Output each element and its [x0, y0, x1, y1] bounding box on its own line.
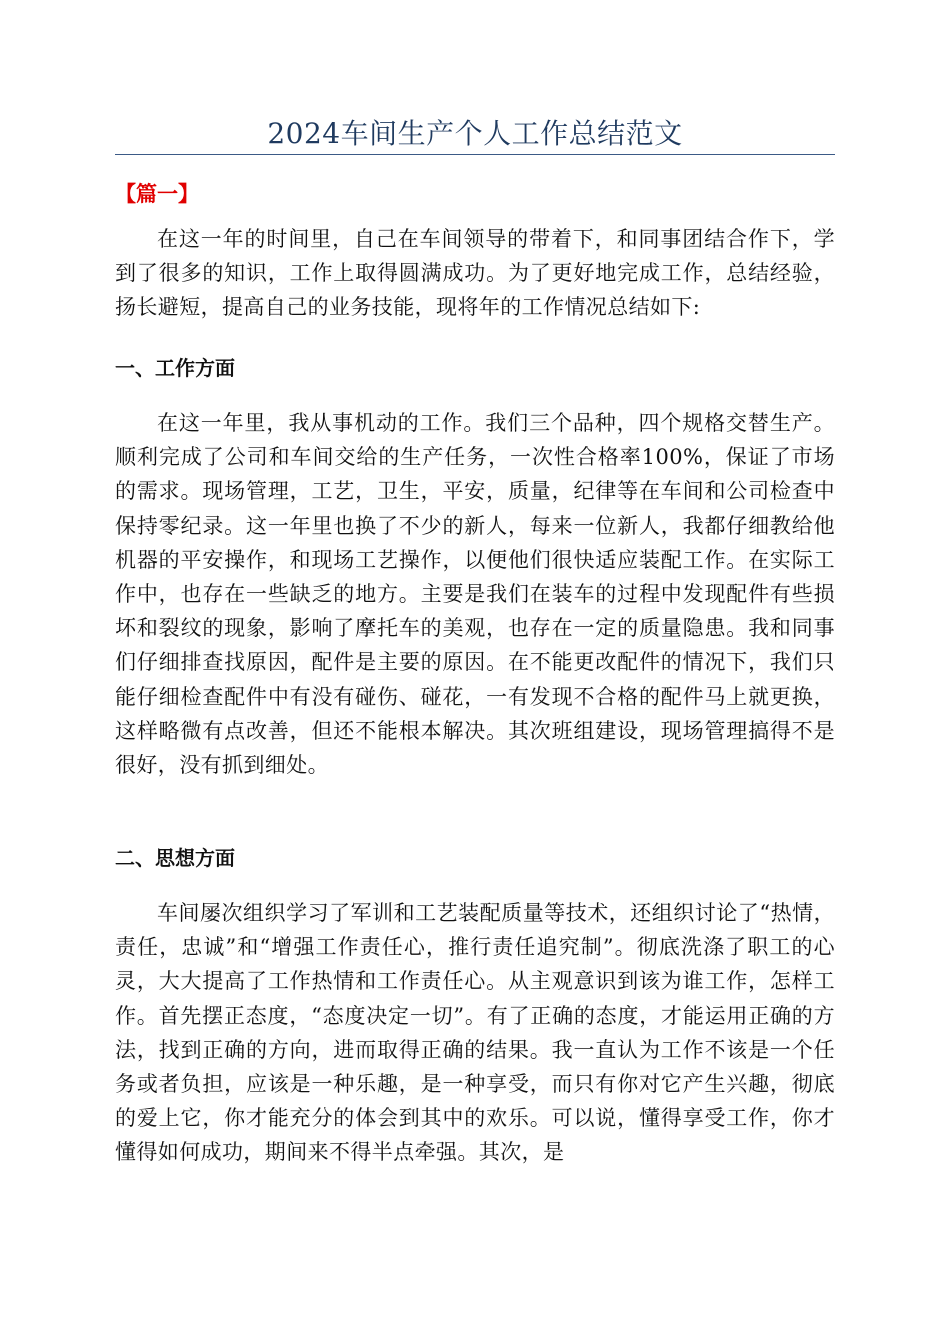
document-title: 2024车间生产个人工作总结范文 [267, 117, 683, 150]
section-heading-work: 一、工作方面 [115, 356, 235, 380]
section-paragraph-thought: 车间屡次组织学习了军训和工艺装配质量等技术，还组织讨论了“热情，责任，忠诚”和“增强工作责任心，推行责任追究制”。彻底洗涤了职工的心灵，大大提高了工作热情和工作责任心。从主观意识到该为谁工作，怎样工作。首先摆正态度，“态度决定一切”。有了正确的态度，才能运用正确的方法，找到正确的方向，进而取得正确的结果。我一直认为工作不该是一个任务或者负担，应该是一种乐趣，是一种享受，而只有你对它产生兴趣，彻底的爱上它，你才能充分的体会到其中的欢乐。可以说，懂得享受工作，你才懂得如何成功，期间来不得半点牵强。其次，是 [115, 901, 835, 1165]
section-heading-thought: 二、思想方面 [115, 846, 235, 870]
section-paragraph-work: 在这一年里，我从事机动的工作。我们三个品种，四个规格交替生产。顺利完成了公司和车间交给的生产任务，一次性合格率100%，保证了市场的需求。现场管理，工艺，卫生，平安，质量，纪律等在车间和公司检查中保持零纪录。这一年里也换了不少的新人，每来一位新人，我都仔细教给他机器的平安操作，和现场工艺操作，以便他们很快适应装配工作。在实际工作中，也存在一些缺乏的地方。主要是我们在装车的过程中发现配件有些损坏和裂纹的现象，影响了摩托车的美观，也存在一定的质量隐患。我和同事们仔细排查找原因，配件是主要的原因。在不能更改配件的情况下，我们只能仔细检查配件中有没有碰伤、碰花，一有发现不合格的配件马上就更换，这样略微有点改善，但还不能根本解决。其次班组建设，现场管理搞得不是很好，没有抓到细处。 [115, 411, 835, 778]
title-underline [115, 154, 835, 155]
part-tag: 【篇一】 [115, 182, 199, 206]
intro-paragraph: 在这一年的时间里，自己在车间领导的带着下，和同事团结合作下，学到了很多的知识，工作上取得圆满成功。为了更好地完成工作，总结经验，扬长避短，提高自己的业务技能，现将年的工作情况总结如下: [115, 227, 835, 320]
